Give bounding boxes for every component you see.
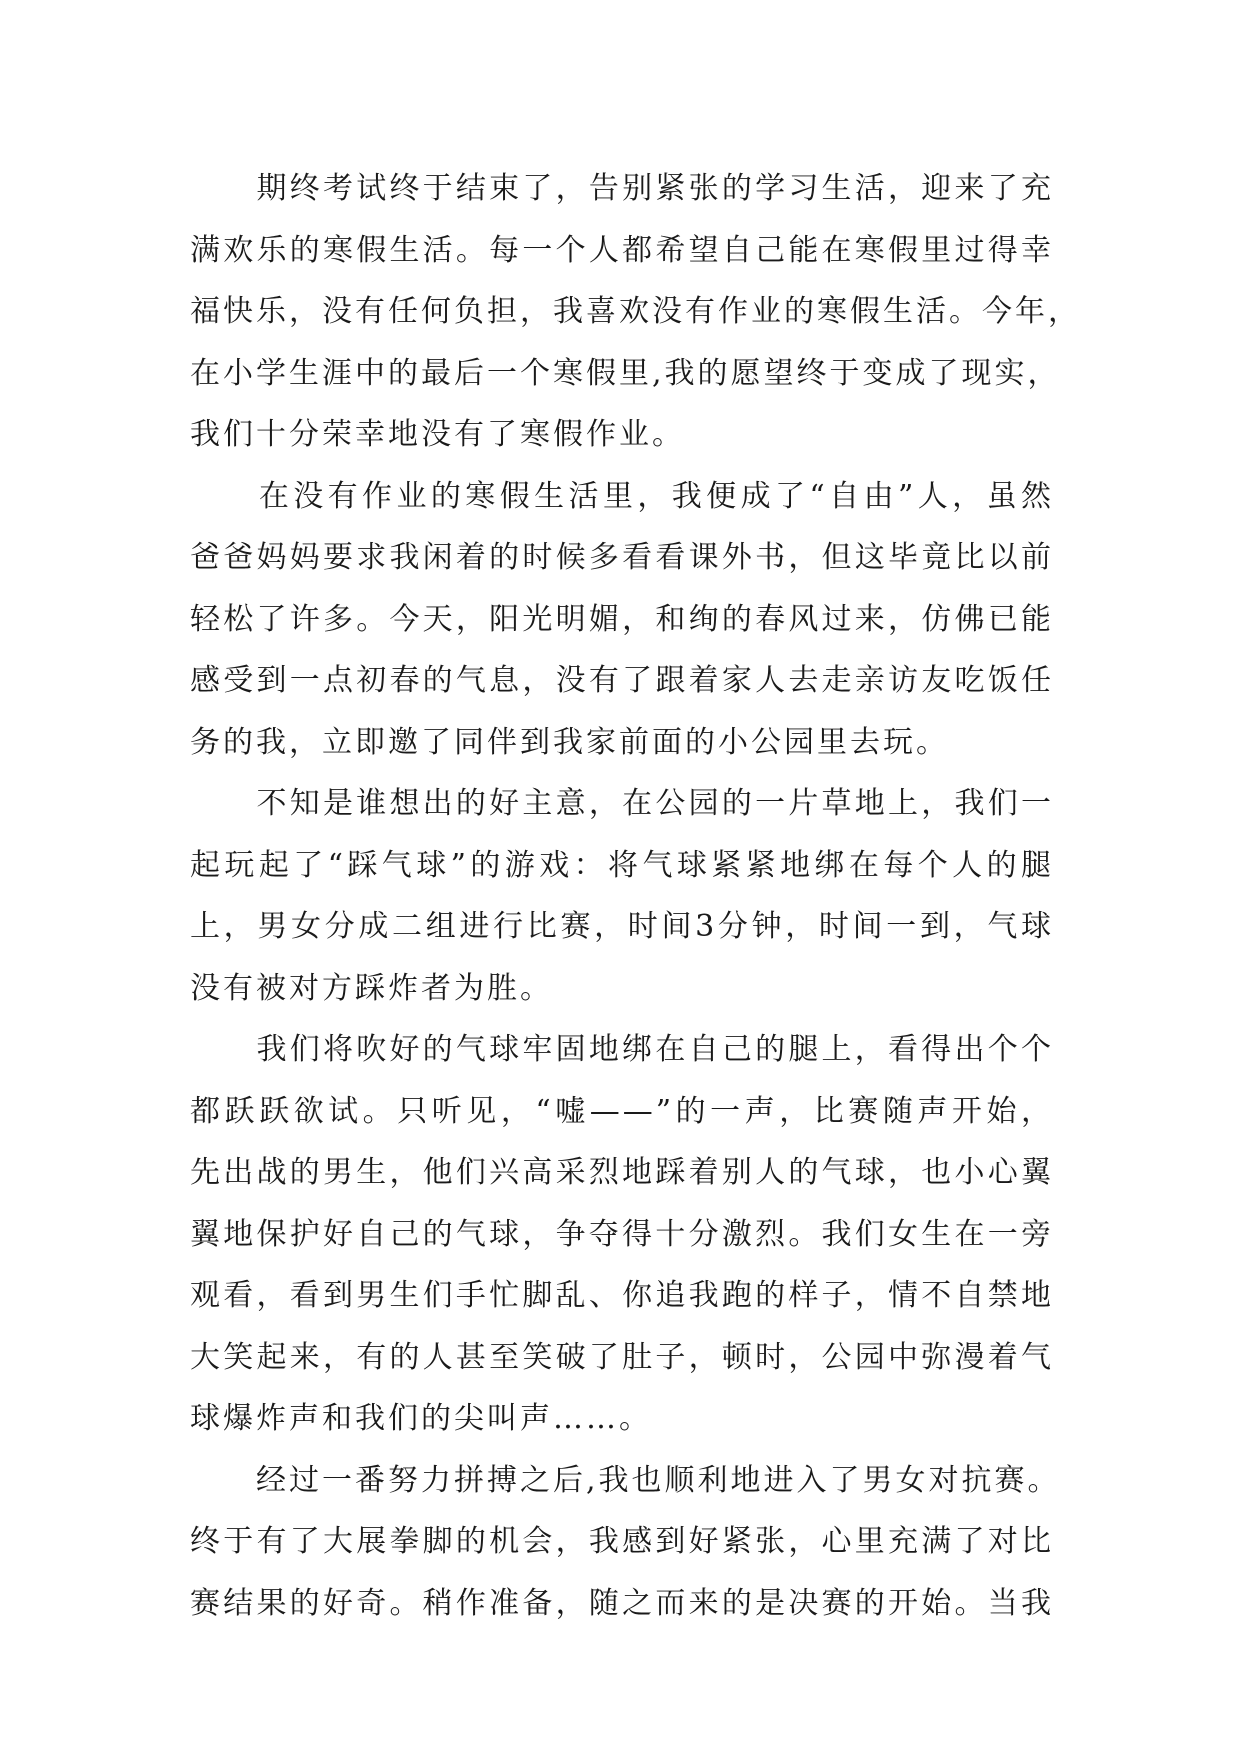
text-line: 不知是谁想出的好主意，在公园的一片草地上，我们一 [190,786,1054,821]
text-line: 观看，看到男生们手忙脚乱、你追我跑的样子，情不自禁地 [190,1278,1054,1313]
paragraph [190,158,1081,466]
document-body [190,158,1081,1634]
text-line: 球爆炸声和我们的尖叫声……。 [190,1401,652,1436]
text-line: 务的我，立即邀了同伴到我家前面的小公园里去玩。 [190,724,949,760]
text-line: 满欢乐的寒假生活。每一个人都希望自己能在寒假里过得幸 [190,232,1054,268]
text-line: 期终考试终于结束了，告别紧张的学习生活，迎来了充 [190,171,1054,206]
text-line: 经过一番努力拼搏之后,我也顺利地进入了男女对抗赛。 [190,1462,1061,1498]
text-line: 没有被对方踩炸者为胜。 [190,970,553,1006]
text-line: 赛结果的好奇。稍作准备，随之而来的是决赛的开始。当我 [190,1585,1054,1621]
text-line: 我们将吹好的气球牢固地绑在自己的腿上，看得出个个 [190,1032,1054,1067]
text-line: 感受到一点初春的气息，没有了跟着家人去走亲访友吃饭任 [190,663,1054,698]
text-line: 终于有了大展拳脚的机会，我感到好紧张，心里充满了对比 [190,1524,1054,1559]
text-line: 福快乐，没有任何负担，我喜欢没有作业的寒假生活。今年， [190,294,1081,329]
text-line: 都跃跃欲试。只听见，“嘘——”的一声，比赛随声开始， [190,1093,1054,1129]
paragraph [190,773,1054,1019]
text-line: 翼地保护好自己的气球，争夺得十分激烈。我们女生在一旁 [190,1216,1054,1252]
paragraph [190,1450,1061,1635]
text-line: 起玩起了“踩气球”的游戏：将气球紧紧地绑在每个人的腿 [190,847,1054,883]
text-line: 大笑起来，有的人甚至笑破了肚子，顿时，公园中弥漫着气 [190,1339,1054,1375]
paragraph [190,466,1054,774]
text-line: 爸爸妈妈要求我闲着的时候多看看课外书，但这毕竟比以前 [190,540,1054,575]
text-line: 在小学生涯中的最后一个寒假里,我的愿望终于变成了现实， [190,355,1061,391]
text-line: 上，男女分成二组进行比赛，时间3分钟，时间一到，气球 [190,909,1054,944]
paragraph [190,1019,1054,1450]
text-line: 轻松了许多。今天，阳光明媚，和绚的春风过来，仿佛已能 [190,601,1054,637]
text-line: 先出战的男生，他们兴高采烈地踩着别人的气球，也小心翼 [190,1155,1054,1190]
text-line: 我们十分荣幸地没有了寒假作业。 [190,417,685,452]
text-line: 在没有作业的寒假生活里，我便成了“自由”人，虽然 [190,478,1054,514]
